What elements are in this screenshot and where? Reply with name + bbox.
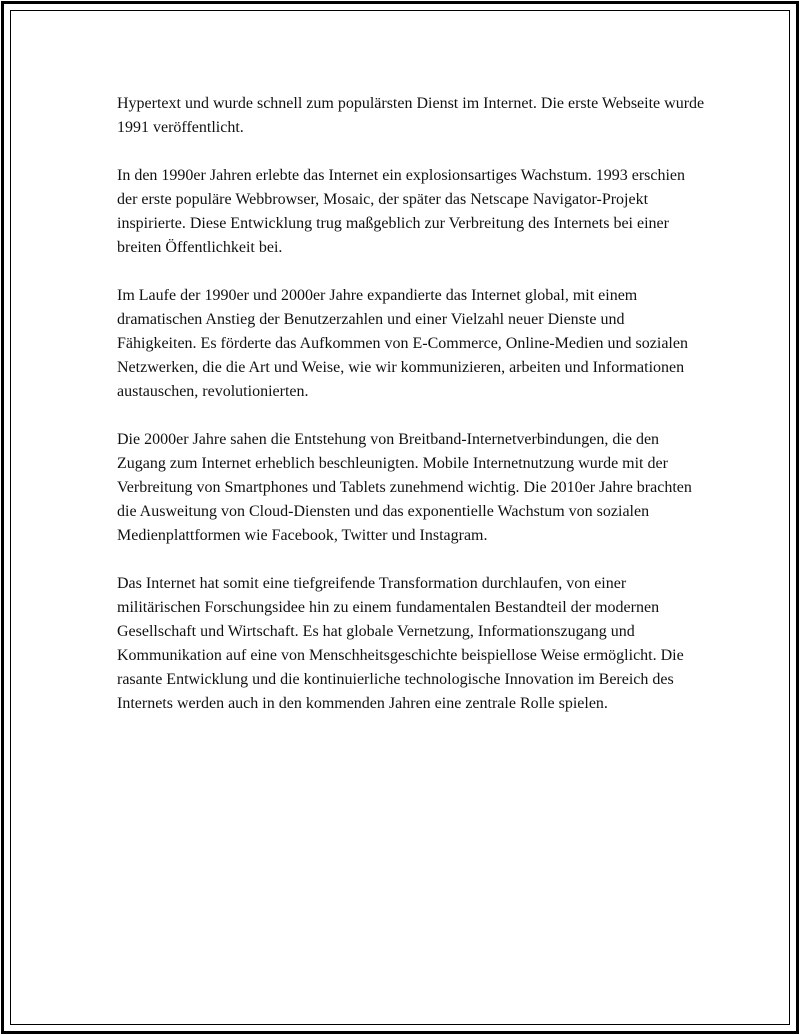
document-body (117, 92, 707, 716)
paragraph-4: Die 2000er Jahre sahen die Entstehung von Breitband-Internetverbindungen, die den Zugang zum Internet erheblich beschleunigten. Mobile Internetnutzung wurde mit der Verbreitung von Smartphones und Tablets zunehmend wichtig. Die 2010er Jahre brachten die Ausweitung von Cloud-Diensten und das exponentielle Wachstum von sozialen Medienplattformen wie Facebook, Twitter und Instagram. (117, 431, 692, 544)
paragraph-2: In den 1990er Jahren erlebte das Internet ein explosionsartiges Wachstum. 1993 erschien der erste populäre Webbrowser, Mosaic, der später das Netscape Navigator-Projekt inspirierte. Diese Entwicklung trug maßgeblich zur Verbreitung des Internets bei einer breiten Öffentlichkeit bei. (117, 167, 686, 256)
paragraph-1: Hypertext und wurde schnell zum populärsten Dienst im Internet. Die erste Webseite wurde 1991 veröffentlicht. (117, 95, 705, 136)
paragraph-3: Im Laufe der 1990er und 2000er Jahre expandierte das Internet global, mit einem dramatischen Anstieg der Benutzerzahlen und einer Vielzahl neuer Dienste und Fähigkeiten. Es förderte das Aufkommen von E-Commerce, Online-Medien und sozialen Netzwerken, die die Art und Weise, wie wir kommunizieren, arbeiten und Informationen austauschen, revolutionierten. (117, 287, 688, 400)
paragraph-5: Das Internet hat somit eine tiefgreifende Transformation durchlaufen, von einer militärischen Forschungsidee hin zu einem fundamentalen Bestandteil der modernen Gesellschaft und Wirtschaft. Es hat globale Vernetzung, Informationszugang und Kommunikation auf eine von Menschheitsgeschichte beispiellose Weise ermöglicht. Die rasante Entwicklung und die kontinuierliche technologische Innovation im Bereich des Internets werden auch in den kommenden Jahren eine zentrale Rolle spielen. (117, 575, 684, 712)
